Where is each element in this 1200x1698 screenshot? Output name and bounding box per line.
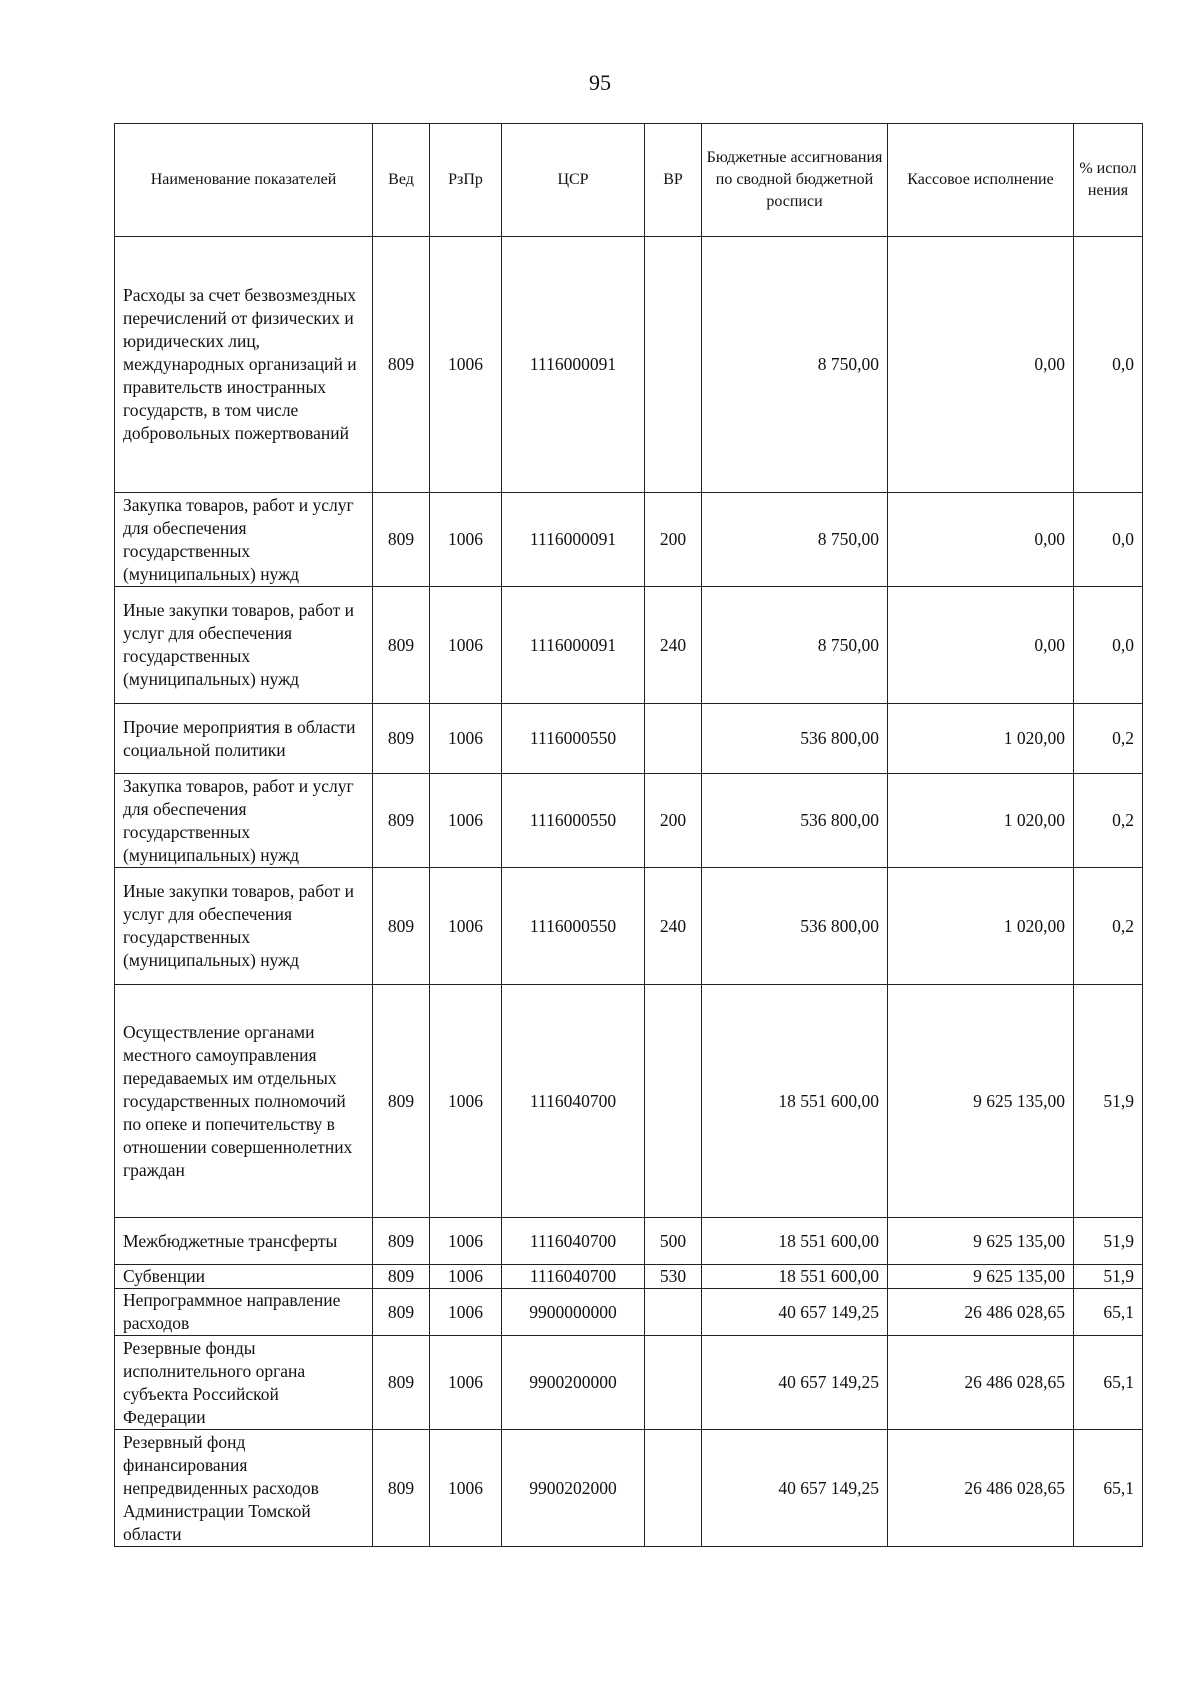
table-header-row [115,124,1143,237]
cell-name: Иные закупки товаров, работ и услуг для обеспечения государственных (муниципальных) нужд [115,587,373,704]
cell-name: Иные закупки товаров, работ и услуг для обеспечения государственных (муниципальных) нужд [115,868,373,985]
budget-table [114,123,1143,1547]
cell-budget: 8 750,00 [702,493,888,587]
cell-csr: 1116000091 [502,237,645,493]
cell-name: Закупка товаров, работ и услуг для обеспечения государственных (муниципальных) нужд [115,774,373,868]
cell-budget: 40 657 149,25 [702,1289,888,1336]
cell-vr: 530 [645,1265,702,1289]
cell-cash: 0,00 [888,587,1074,704]
cell-csr: 9900202000 [502,1430,645,1547]
cell-pct: 51,9 [1074,985,1143,1218]
cell-ved: 809 [373,1265,430,1289]
cell-name: Межбюджетные трансферты [115,1218,373,1265]
cell-ved: 809 [373,237,430,493]
cell-rzpr: 1006 [430,1430,502,1547]
cell-vr [645,237,702,493]
cell-budget: 536 800,00 [702,868,888,985]
cell-cash: 26 486 028,65 [888,1430,1074,1547]
cell-budget: 40 657 149,25 [702,1336,888,1430]
cell-csr: 1116000091 [502,587,645,704]
cell-vr [645,1336,702,1430]
cell-name: Расходы за счет безвозмездных перечислений от физических и юридических лиц, международных организаций и правительств иностранных государств, в том числе добровольных пожертвований [115,237,373,493]
cell-pct: 51,9 [1074,1218,1143,1265]
cell-budget: 8 750,00 [702,587,888,704]
cell-cash: 9 625 135,00 [888,1265,1074,1289]
table-row [115,1265,1143,1289]
cell-pct: 0,0 [1074,237,1143,493]
cell-csr: 9900000000 [502,1289,645,1336]
header-cash: Кассовое исполнение [888,124,1074,237]
cell-budget: 8 750,00 [702,237,888,493]
cell-vr [645,985,702,1218]
cell-cash: 0,00 [888,493,1074,587]
cell-rzpr: 1006 [430,1336,502,1430]
cell-cash: 9 625 135,00 [888,985,1074,1218]
cell-budget: 18 551 600,00 [702,1218,888,1265]
cell-name: Резервный фонд финансирования непредвиденных расходов Администрации Томской области [115,1430,373,1547]
page-number: 95 [589,70,611,95]
cell-budget: 536 800,00 [702,704,888,774]
cell-pct: 65,1 [1074,1336,1143,1430]
cell-ved: 809 [373,1430,430,1547]
cell-rzpr: 1006 [430,1289,502,1336]
cell-budget: 40 657 149,25 [702,1430,888,1547]
cell-ved: 809 [373,868,430,985]
cell-budget: 536 800,00 [702,774,888,868]
cell-rzpr: 1006 [430,587,502,704]
cell-cash: 26 486 028,65 [888,1336,1074,1430]
table-row [115,774,1143,868]
cell-pct: 0,0 [1074,493,1143,587]
cell-csr: 9900200000 [502,1336,645,1430]
table-row [115,587,1143,704]
cell-vr: 500 [645,1218,702,1265]
cell-vr: 240 [645,587,702,704]
table-row [115,1289,1143,1336]
cell-cash: 1 020,00 [888,868,1074,985]
cell-csr: 1116040700 [502,1218,645,1265]
cell-cash: 1 020,00 [888,774,1074,868]
cell-pct: 0,2 [1074,868,1143,985]
cell-vr: 200 [645,774,702,868]
cell-ved: 809 [373,774,430,868]
cell-csr: 1116040700 [502,1265,645,1289]
cell-ved: 809 [373,1336,430,1430]
header-name: Наименование показателей [115,124,373,237]
table-row [115,237,1143,493]
cell-name: Прочие мероприятия в области социальной политики [115,704,373,774]
table-row [115,1430,1143,1547]
header-budget: Бюджетные ассигнования по сводной бюджетной росписи [702,124,888,237]
header-vr: ВР [645,124,702,237]
cell-rzpr: 1006 [430,774,502,868]
table-row [115,868,1143,985]
table-row [115,704,1143,774]
cell-budget: 18 551 600,00 [702,1265,888,1289]
cell-cash: 1 020,00 [888,704,1074,774]
cell-rzpr: 1006 [430,1265,502,1289]
cell-name: Непрограммное направление расходов [115,1289,373,1336]
cell-rzpr: 1006 [430,985,502,1218]
cell-cash: 9 625 135,00 [888,1218,1074,1265]
cell-pct: 0,2 [1074,774,1143,868]
cell-budget: 18 551 600,00 [702,985,888,1218]
cell-csr: 1116040700 [502,985,645,1218]
header-rzpr: РзПр [430,124,502,237]
table-row [115,985,1143,1218]
cell-csr: 1116000091 [502,493,645,587]
cell-csr: 1116000550 [502,868,645,985]
table-body [115,237,1143,1547]
cell-cash: 26 486 028,65 [888,1289,1074,1336]
cell-vr: 200 [645,493,702,587]
header-csr: ЦСР [502,124,645,237]
cell-rzpr: 1006 [430,1218,502,1265]
cell-ved: 809 [373,1218,430,1265]
cell-vr [645,704,702,774]
header-ved: Вед [373,124,430,237]
table-row [115,1218,1143,1265]
cell-vr [645,1289,702,1336]
header-percent: % испол нения [1074,124,1143,237]
cell-ved: 809 [373,1289,430,1336]
cell-name: Резервные фонды исполнительного органа субъекта Российской Федерации [115,1336,373,1430]
cell-pct: 65,1 [1074,1430,1143,1547]
cell-rzpr: 1006 [430,493,502,587]
cell-csr: 1116000550 [502,774,645,868]
table-row [115,493,1143,587]
cell-pct: 51,9 [1074,1265,1143,1289]
cell-csr: 1116000550 [502,704,645,774]
cell-ved: 809 [373,587,430,704]
cell-pct: 0,2 [1074,704,1143,774]
cell-rzpr: 1006 [430,868,502,985]
cell-ved: 809 [373,704,430,774]
cell-name: Закупка товаров, работ и услуг для обеспечения государственных (муниципальных) нужд [115,493,373,587]
cell-pct: 0,0 [1074,587,1143,704]
cell-rzpr: 1006 [430,704,502,774]
cell-name: Осуществление органами местного самоуправления передаваемых им отдельных государственных полномочий по опеке и попечительству в отношении совершеннолетних граждан [115,985,373,1218]
cell-rzpr: 1006 [430,237,502,493]
cell-vr [645,1430,702,1547]
cell-cash: 0,00 [888,237,1074,493]
cell-vr: 240 [645,868,702,985]
cell-name: Субвенции [115,1265,373,1289]
cell-ved: 809 [373,985,430,1218]
table-row [115,1336,1143,1430]
cell-pct: 65,1 [1074,1289,1143,1336]
cell-ved: 809 [373,493,430,587]
